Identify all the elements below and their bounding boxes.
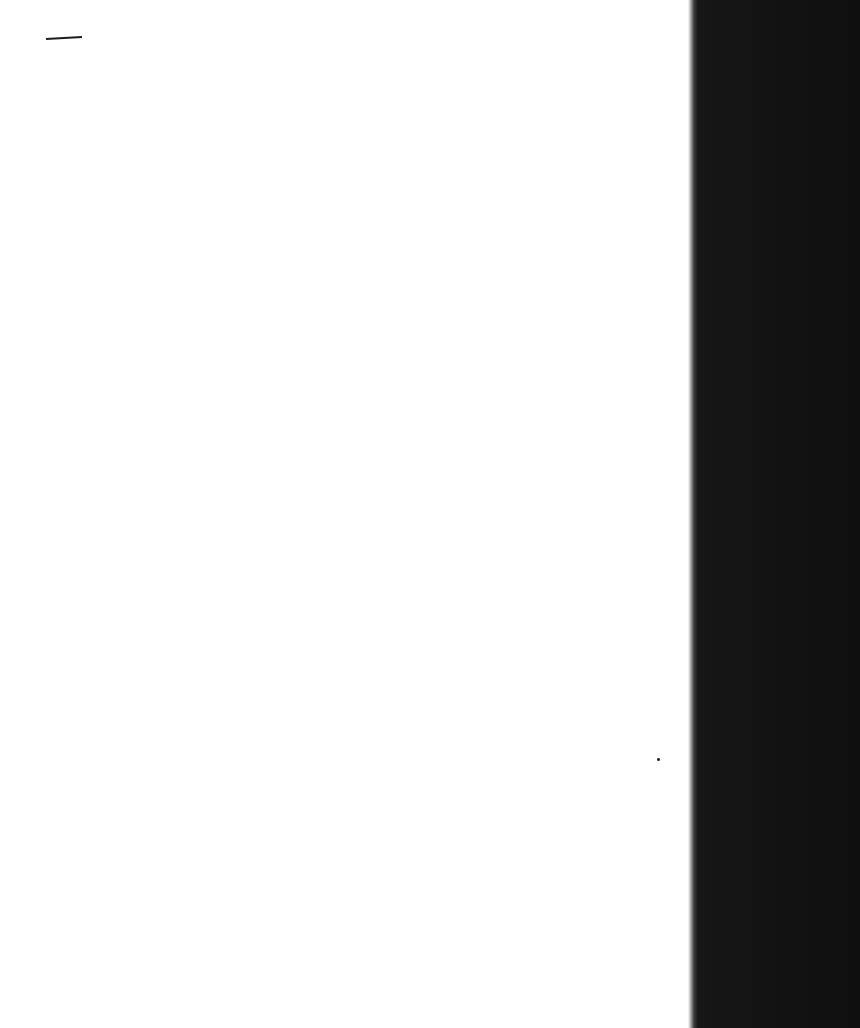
scan-speck bbox=[657, 758, 660, 761]
scan-mark-dash bbox=[46, 36, 82, 40]
page-edge-shadow bbox=[680, 0, 860, 1028]
